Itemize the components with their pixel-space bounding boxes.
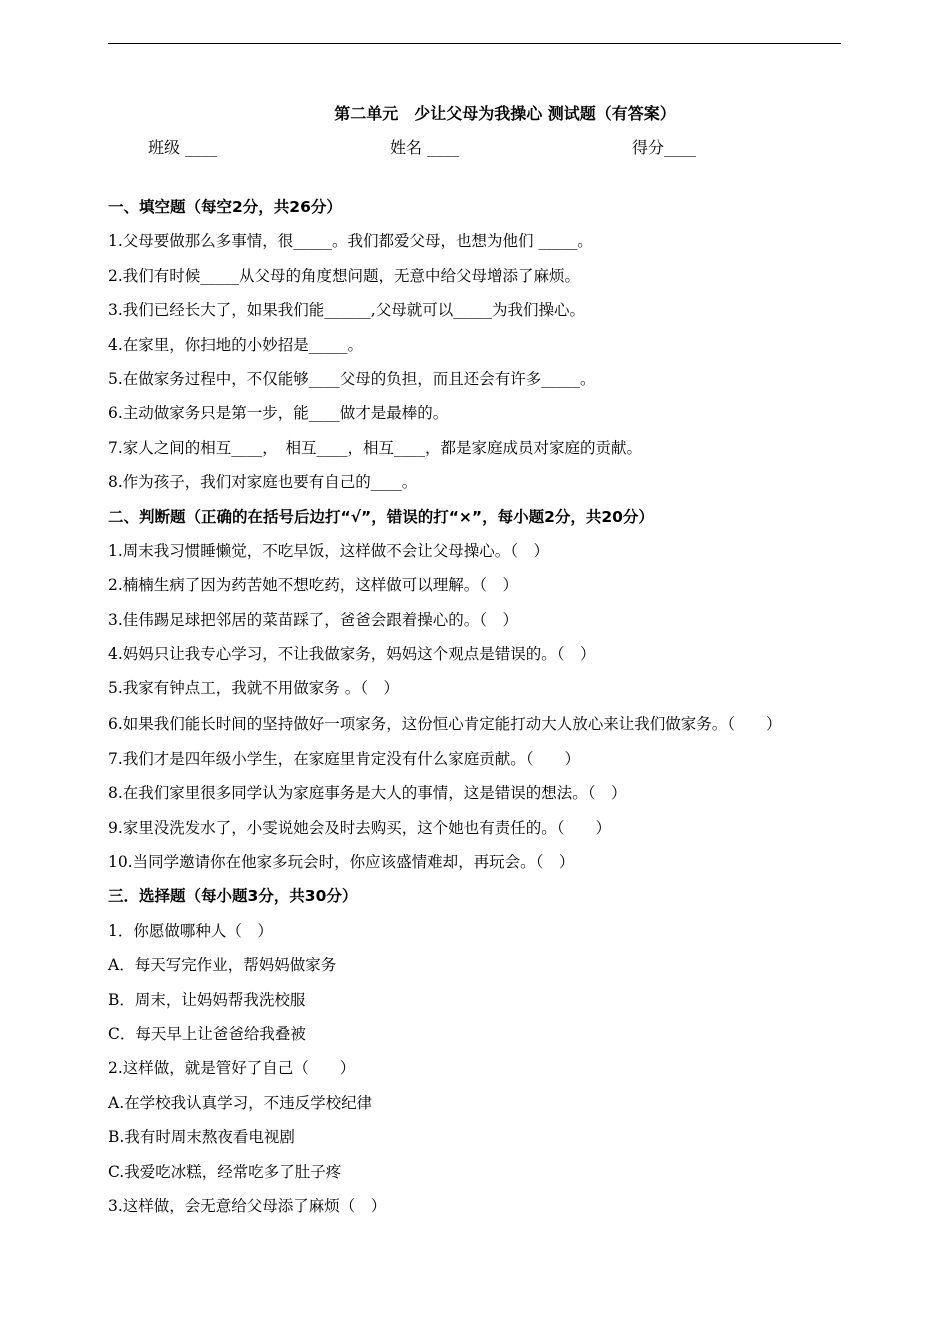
section-heading-true-false: 二、判断题（正确的在括号后边打“√”，错误的打“×”，每小题2分，共20分）: [108, 507, 654, 526]
page-title: 第二单元 少让父母为我操心 测试题（有答案）: [334, 104, 676, 123]
question: 1.周末我习惯睡懒觉，不吃早饭，这样做不会让父母操心。（ ）: [108, 541, 550, 560]
question: 6.如果我们能长时间的坚持做好一项家务，这份恒心肯定能打动大人放心来让我们做家务。（ ）: [108, 714, 782, 733]
choice-option: C.我爱吃冰糕，经常吃多了肚子疼: [108, 1162, 342, 1181]
header-rule: [108, 43, 841, 44]
section-heading-fill-blank: 一、填空题（每空2分，共26分）: [108, 198, 342, 216]
choice-option: B.我有时周末熬夜看电视剧: [108, 1128, 295, 1147]
question: 5.我家有钟点工，我就不用做家务 。（ ）: [108, 679, 399, 698]
question: 8.在我们家里很多同学认为家庭事务是大人的事情，这是错误的想法。（ ）: [108, 784, 627, 803]
question: 5.在做家务过程中，不仅能够____父母的负担，而且还会有许多_____。: [108, 369, 596, 388]
question: 3.佳伟踢足球把邻居的菜苗踩了，爸爸会跟着操心的。（ ）: [108, 610, 519, 629]
choice-option: A.在学校我认真学习，不违反学校纪律: [108, 1093, 373, 1112]
score-field: 得分____: [632, 138, 697, 157]
name-field: 姓名 ____: [390, 138, 460, 157]
question: 4.在家里，你扫地的小妙招是_____。: [108, 335, 364, 354]
choice-option: C．每天早上让爸爸给我叠被: [108, 1024, 306, 1043]
question: 1．你愿做哪种人（ ）: [108, 921, 273, 940]
question: 3.这样做，会无意给父母添了麻烦（ ）: [108, 1196, 387, 1215]
choice-option: A．每天写完作业，帮妈妈做家务: [108, 956, 337, 975]
question: 2.这样做，就是管好了自己（ ）: [108, 1059, 356, 1078]
question: 9.家里没洗发水了，小雯说她会及时去购买，这个她也有责任的。（ ）: [108, 818, 612, 837]
question: 2.我们有时候_____从父母的角度想问题，无意中给父母增添了麻烦。: [108, 266, 581, 285]
section-heading-choice: 三．选择题（每小题3分，共30分）: [108, 887, 358, 906]
question: 2.楠楠生病了因为药苦她不想吃药，这样做可以理解。（ ）: [108, 576, 519, 595]
class-field: 班级 ____: [148, 138, 218, 157]
question: 3.我们已经长大了，如果我们能______,父母就可以_____为我们操心。: [108, 301, 585, 320]
question: 10.当同学邀请你在他家多玩会时，你应该盛情难却，再玩会。（ ）: [108, 853, 575, 872]
question: 7.家人之间的相互____， 相互____，相互____，都是家庭成员对家庭的贡献。: [108, 438, 643, 457]
question: 8.作为孩子，我们对家庭也要有自己的____。: [108, 473, 418, 492]
question: 1.父母要做那么多事情，很_____。我们都爱父母，也想为他们 _____。: [108, 232, 593, 251]
question: 4.妈妈只让我专心学习，不让我做家务，妈妈这个观点是错误的。（ ）: [108, 645, 596, 664]
exam-body: [108, 190, 848, 1223]
question: 7.我们才是四年级小学生，在家庭里肯定没有什么家庭贡献。（ ）: [108, 749, 581, 768]
question: 6.主动做家务只是第一步，能____做才是最棒的。: [108, 404, 449, 423]
choice-option: B．周末，让妈妈帮我洗校服: [108, 990, 306, 1009]
